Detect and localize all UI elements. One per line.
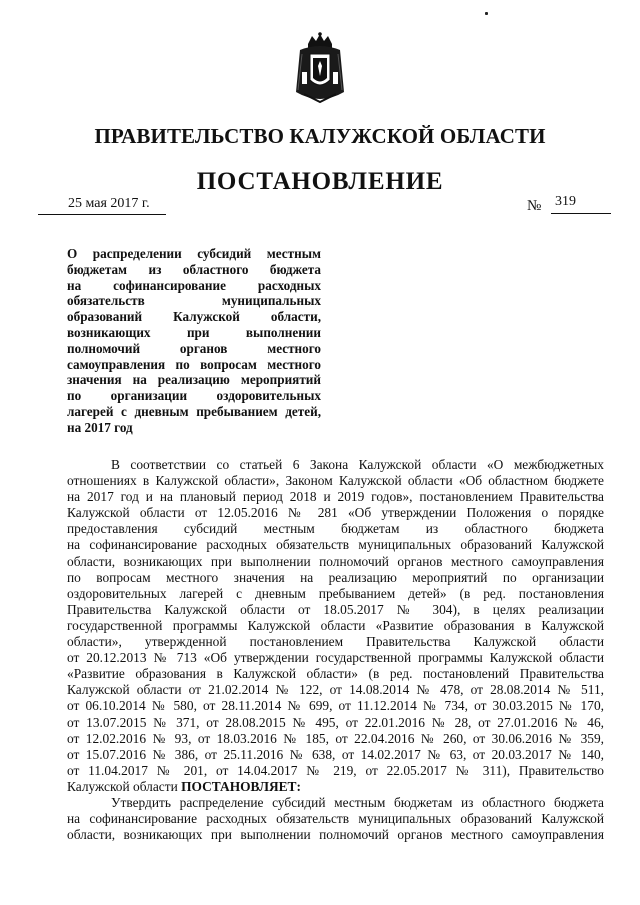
body-line: предоставления субсидий местным бюджетам из областного бюджета (67, 521, 604, 537)
document-number (527, 194, 617, 216)
document-subject (67, 246, 321, 436)
para2-line: на софинансирование расходных обязательств муниципальных образований Калужской (67, 811, 604, 827)
body-line: Правительства Калужской области от 18.05.2017 № 304), в целях реализации (67, 601, 604, 617)
subject-line: самоуправления по вопросам местного (67, 356, 321, 372)
government-title: ПРАВИТЕЛЬСТВО КАЛУЖСКОЙ ОБЛАСТИ (94, 124, 546, 148)
body-line: на 2017 год и на плановый период 2018 и 2019 годов», постановлением Правительства (67, 489, 604, 505)
document-type-heading: ПОСТАНОВЛЕНИЕ (196, 168, 444, 195)
number-sign: № (527, 198, 542, 214)
resolves-keyword: ПОСТАНОВЛЯЕТ: (181, 778, 301, 794)
body-line: на софинансирование расходных обязательств муниципальных образований Калужской (67, 537, 604, 553)
date-underline (38, 214, 166, 215)
body-line: государственной программы Калужской области «Развитие образования в Калужской (67, 617, 604, 633)
body-line: от 13.07.2015 № 371, от 28.08.2015 № 495, от 22.01.2016 № 28, от 27.01.2016 № 46, (67, 714, 604, 730)
body-line: от 15.07.2016 № 386, от 25.11.2016 № 638, от 14.02.2017 № 63, от 20.03.2017 № 140, (67, 746, 604, 762)
para2-line: области, возникающих при выполнении полномочий органов местного самоуправления (67, 827, 604, 843)
body-last-line (67, 779, 604, 795)
subject-line: О распределении субсидий местным (67, 246, 321, 261)
subject-line: образований Калужской области, (67, 309, 321, 325)
subject-line: бюджетам из областного бюджета (67, 261, 321, 277)
document-date (38, 196, 168, 216)
body-line: отношениях в Калужской области», Законом Калужской области «Об областном бюджете (67, 473, 604, 489)
subject-line: на софинансирование расходных (67, 277, 321, 293)
kaluga-region-coat-of-arms-icon (290, 32, 350, 106)
body-line: от 11.04.2017 № 201, от 14.04.2017 № 219, от 22.05.2017 № 311), Правительство (67, 762, 604, 778)
scan-speck (485, 12, 488, 15)
body-line: оздоровительных лагерей с дневным пребыванием детей» (в ред. постановления (67, 585, 604, 601)
subject-line: на 2017 год (67, 419, 133, 435)
number-underline (551, 213, 611, 214)
subject-line: полномочий органов местного (67, 340, 321, 356)
body-line: от 12.02.2016 № 93, от 18.03.2016 № 185, от 22.04.2016 № 260, от 30.06.2016 № 359, (67, 730, 604, 746)
body-line: по вопросам местного значения на реализацию мероприятий по организации (67, 569, 604, 585)
body-line: В соответствии со статьей 6 Закона Калужской области «О межбюджетных (111, 457, 604, 472)
body-line: от 20.12.2013 № 713 «Об утверждении государственной программы Калужской области (67, 650, 604, 666)
subject-line: по организации оздоровительных (67, 388, 321, 404)
body-last-prefix: Калужской области (67, 778, 182, 794)
para2-line: Утвердить распределение субсидий местным бюджетам из областного бюджета (111, 794, 604, 810)
body-line: области, возникающих при выполнении полномочий органов местного самоуправления (67, 553, 604, 569)
subject-line: лагерей с дневным пребыванием детей, (67, 403, 321, 419)
subject-line: значения на реализацию мероприятий (67, 372, 321, 388)
body-line: Калужской области от 12.05.2016 № 281 «Об утверждении Положения о порядке (67, 505, 604, 521)
body-line: области», утвержденной постановлением Правительства Калужской области (67, 634, 604, 650)
subject-line: возникающих при выполнении (67, 324, 321, 340)
document-body (67, 457, 604, 843)
body-line: от 06.10.2014 № 580, от 28.11.2014 № 699, от 11.12.2014 № 734, от 30.03.2015 № 170, (67, 698, 604, 714)
body-line: «Развитие образования в Калужской области» (в ред. постановлений Правительства (67, 666, 604, 682)
number-value: 319 (555, 194, 576, 209)
body-line: Калужской области от 21.02.2014 № 122, от 14.08.2014 № 478, от 28.08.2014 № 511, (67, 682, 604, 698)
subject-line: обязательств муниципальных (67, 293, 321, 309)
date-value: 25 мая 2017 г. (68, 196, 150, 211)
